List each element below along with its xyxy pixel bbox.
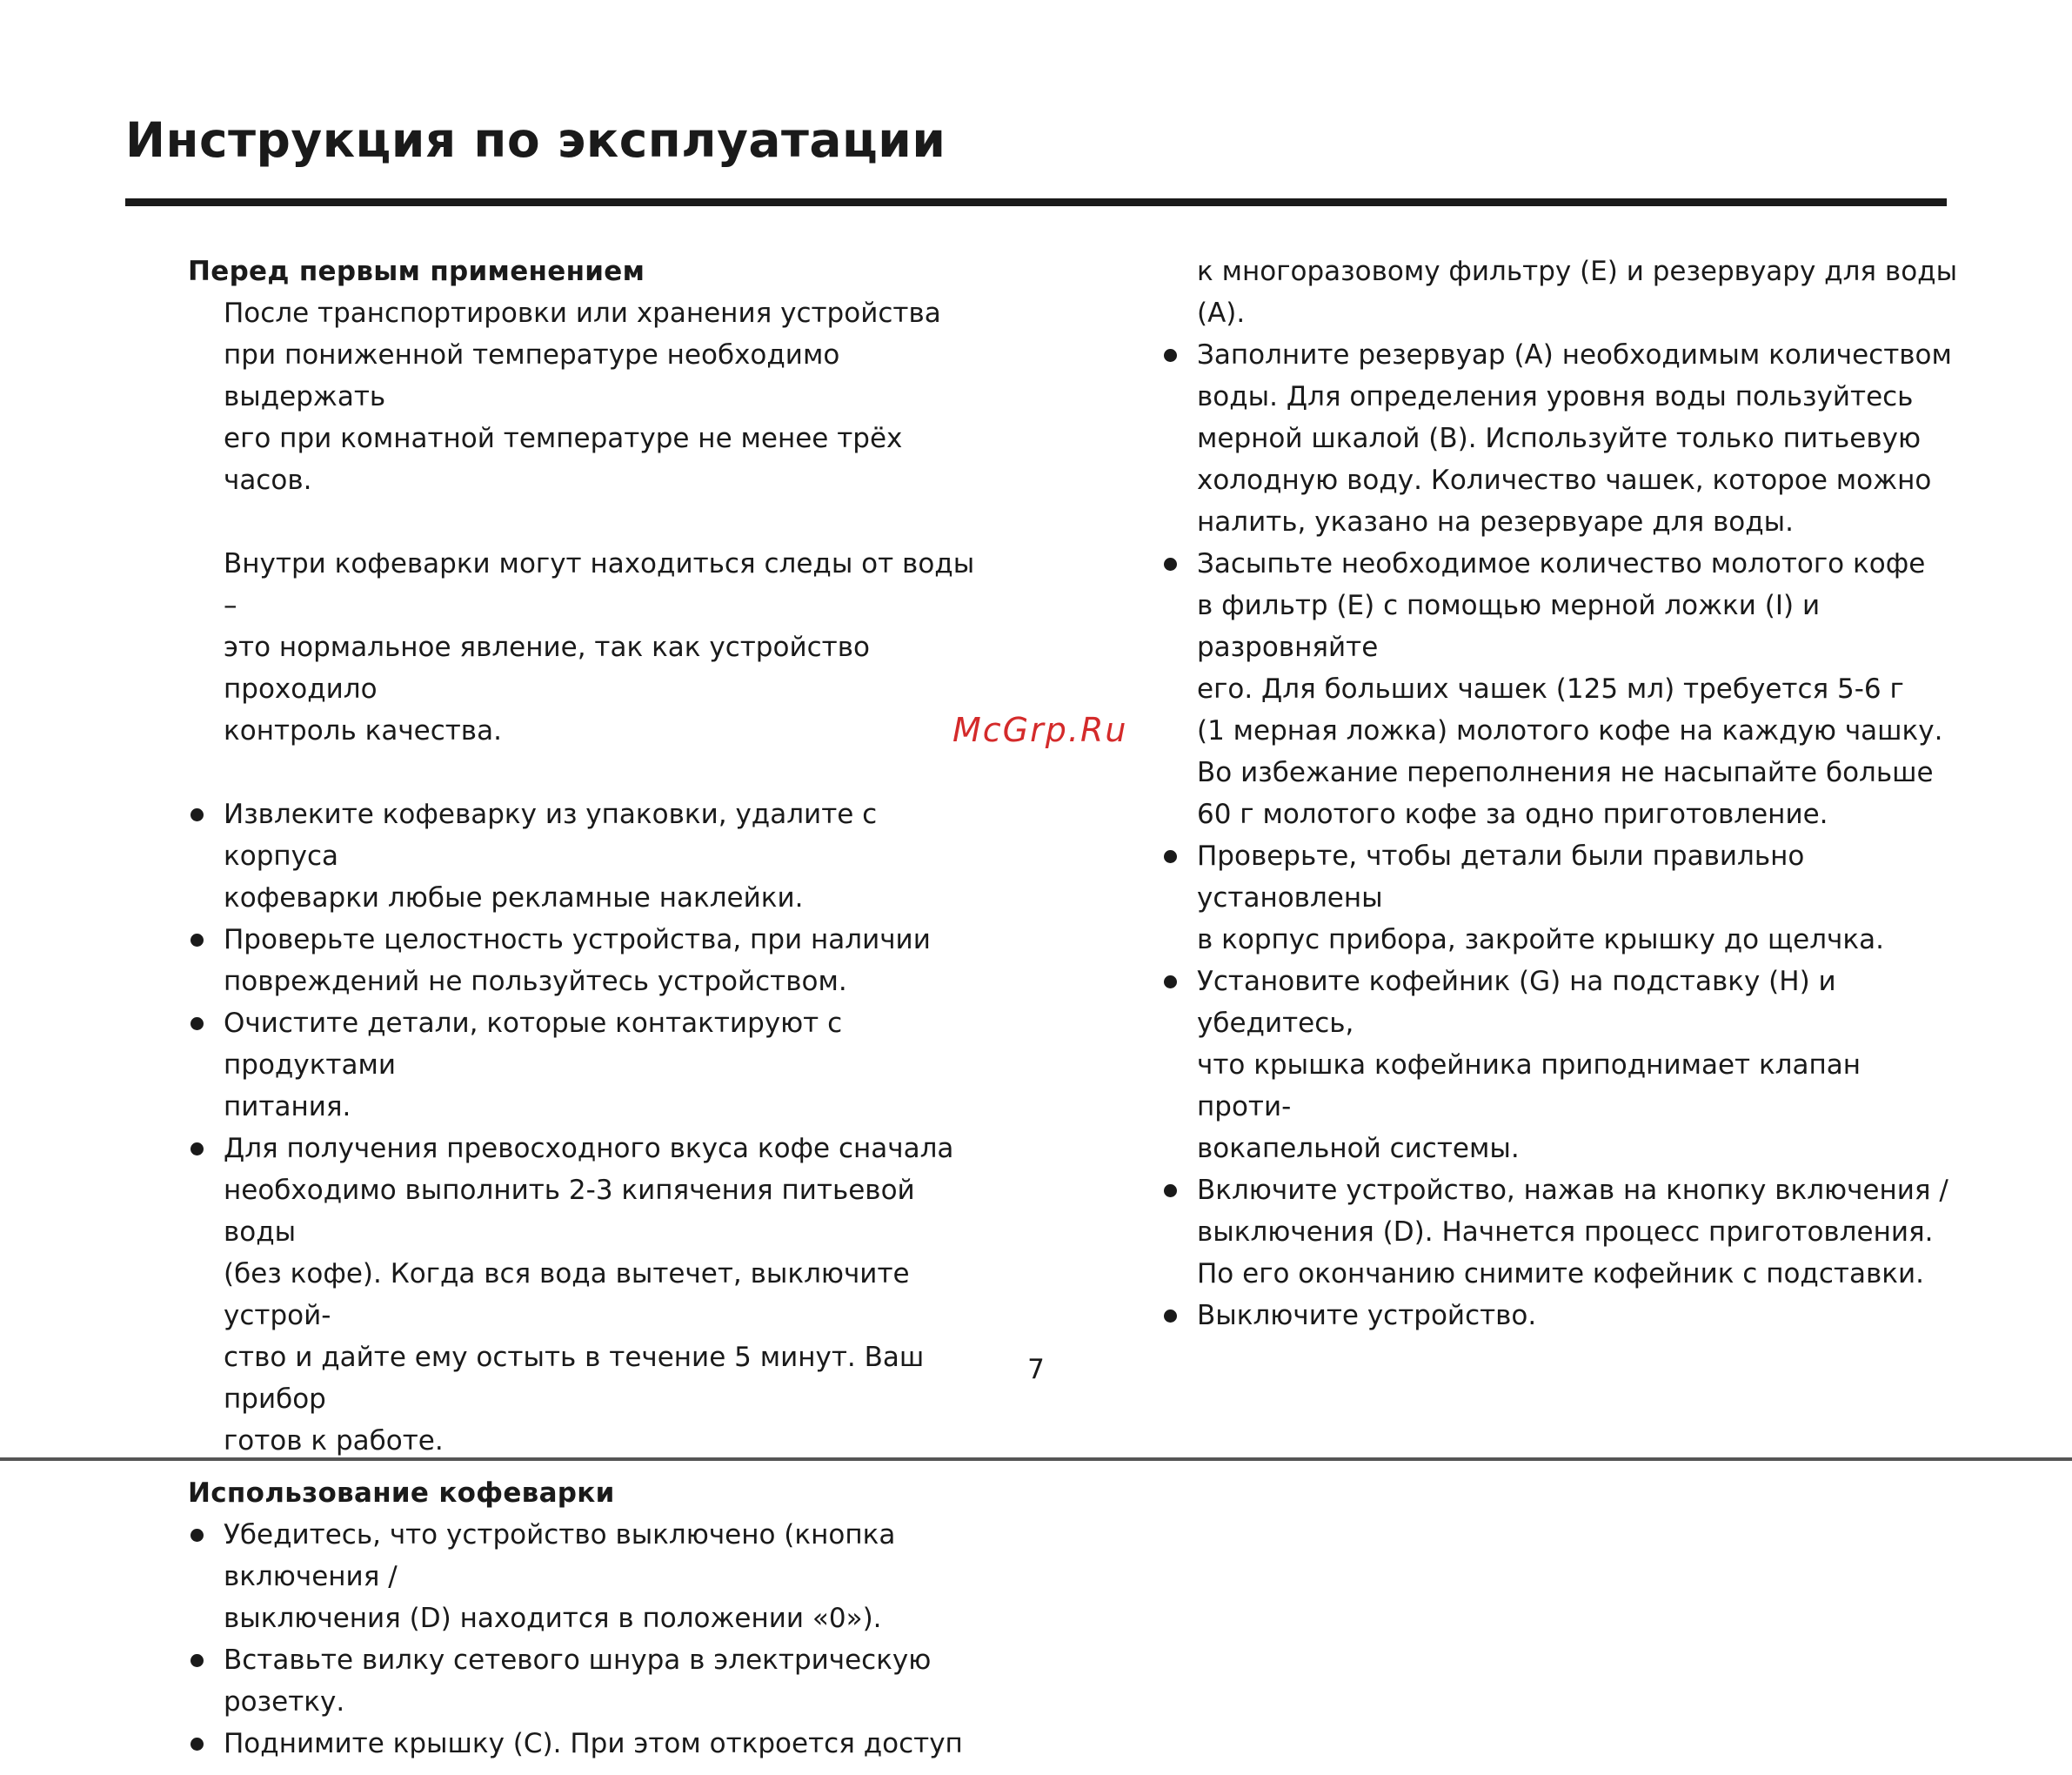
text-line: в фильтр (Е) с помощью мерной ложки (I) и разровняйте xyxy=(1197,590,1821,663)
text-line: По его окончанию снимите кофейник с подставки. xyxy=(1197,1258,1924,1289)
list-item xyxy=(1162,961,1962,1169)
text-line: контроль качества. xyxy=(224,715,502,747)
text-line: Внутри кофеварки могут находиться следы от воды – xyxy=(224,548,975,621)
text-line: Включите устройство, нажав на кнопку включения / xyxy=(1197,1175,1948,1206)
text-line: готов к работе. xyxy=(224,1425,444,1457)
list-item xyxy=(189,1723,989,1765)
text-line: налить, указано на резервуаре для воды. xyxy=(1197,506,1794,538)
text-line: Проверьте, чтобы детали были правильно установлены xyxy=(1197,841,1805,914)
text-line: 60 г молотого кофе за одно приготовление. xyxy=(1197,799,1828,830)
text-line: это нормальное явление, так как устройство проходило xyxy=(224,632,870,705)
text-line: Проверьте целостность устройства, при наличии xyxy=(224,924,931,955)
text-line: Установите кофейник (G) на подставку (H) и убедитесь, xyxy=(1197,966,1836,1039)
text-line: воды. Для определения уровня воды пользуйтесь xyxy=(1197,381,1914,412)
page-title: Инструкция по эксплуатации xyxy=(125,112,946,168)
text-line: Засыпьте необходимое количество молотого кофе xyxy=(1197,548,1926,579)
text-line: что крышка кофейника приподнимает клапан проти- xyxy=(1197,1049,1861,1122)
list-item xyxy=(1162,543,1962,835)
section-heading-using-coffee-maker: Использование кофеварки xyxy=(188,1477,615,1509)
text-line: Выключите устройство. xyxy=(1197,1300,1537,1331)
page-number: 7 xyxy=(1027,1354,1045,1385)
text-line: выключения (D). Начнется процесс приготовления. xyxy=(1197,1216,1934,1248)
left-column xyxy=(189,251,989,1775)
text-line: при пониженной температуре необходимо выдержать xyxy=(224,339,840,412)
text-line: Для получения превосходного вкуса кофе сначала xyxy=(224,1133,954,1164)
list-item xyxy=(189,794,989,919)
text-line: Извлеките кофеварку из упаковки, удалите с корпуса xyxy=(224,799,878,872)
text-line: После транспортировки или хранения устройства xyxy=(224,298,941,329)
text-line: ство и дайте ему остыть в течение 5 минут. Ваш прибор xyxy=(224,1342,925,1415)
text-line: Очистите детали, которые контактируют с продуктами xyxy=(224,1008,843,1081)
text-line: его. Для больших чашек (125 мл) требуется 5-6 г xyxy=(1197,673,1904,705)
text-line: вокапельной системы. xyxy=(1197,1133,1520,1164)
list-item xyxy=(1162,1295,1962,1336)
text-line: холодную воду. Количество чашек, которое можно xyxy=(1197,465,1932,496)
text-line: питания. xyxy=(224,1091,351,1122)
text-line: Убедитесь, что устройство выключено (кнопка включения / xyxy=(224,1519,896,1592)
bullet-list-before-first-use xyxy=(189,794,989,1462)
list-item xyxy=(189,1514,989,1639)
continued-text: к многоразовому фильтру (Е) и резервуару для воды (А). xyxy=(1197,256,1958,329)
text-line: в корпус прибора, закройте крышку до щелчка. xyxy=(1197,924,1884,955)
paragraph-water-traces xyxy=(189,543,989,752)
text-line: мерной шкалой (В). Используйте только питьевую xyxy=(1197,423,1922,454)
section-heading-before-first-use: Перед первым применением xyxy=(188,256,645,287)
text-line: (1 мерная ложка) молотого кофе на каждую чашку. xyxy=(1197,715,1943,747)
list-item xyxy=(189,1002,989,1128)
right-column xyxy=(1162,251,1962,1347)
list-item xyxy=(189,1639,989,1723)
paragraph-storage xyxy=(189,292,989,501)
text-line: его при комнатной температуре не менее трёх часов. xyxy=(224,423,903,496)
watermark: McGrp.Ru xyxy=(952,711,1128,749)
text-line: выключения (D) находится в положении «0»). xyxy=(224,1603,882,1634)
text-line: Во избежание переполнения не насыпайте больше xyxy=(1197,757,1934,788)
list-item xyxy=(1162,835,1962,961)
bullet-list-usage-continued xyxy=(1162,334,1962,1336)
list-item xyxy=(189,919,989,1002)
text-line: Вставьте вилку сетевого шнура в электрическую розетку. xyxy=(224,1644,932,1718)
text-line: Заполните резервуар (А) необходимым количеством xyxy=(1197,339,1952,371)
text-line: повреждений не пользуйтесь устройством. xyxy=(224,966,847,997)
text-line: (без кофе). Когда вся вода вытечет, выключите устрой- xyxy=(224,1258,910,1331)
text-line: необходимо выполнить 2-3 кипячения питьевой воды xyxy=(224,1175,915,1248)
bottom-divider xyxy=(0,1457,2072,1461)
text-line: Поднимите крышку (С). При этом откроется доступ xyxy=(224,1728,963,1759)
title-divider xyxy=(125,198,1947,206)
list-item xyxy=(1162,1169,1962,1295)
bullet-list-usage xyxy=(189,1514,989,1765)
text-line: кофеварки любые рекламные наклейки. xyxy=(224,882,804,914)
list-item xyxy=(1162,334,1962,543)
list-item xyxy=(189,1128,989,1462)
